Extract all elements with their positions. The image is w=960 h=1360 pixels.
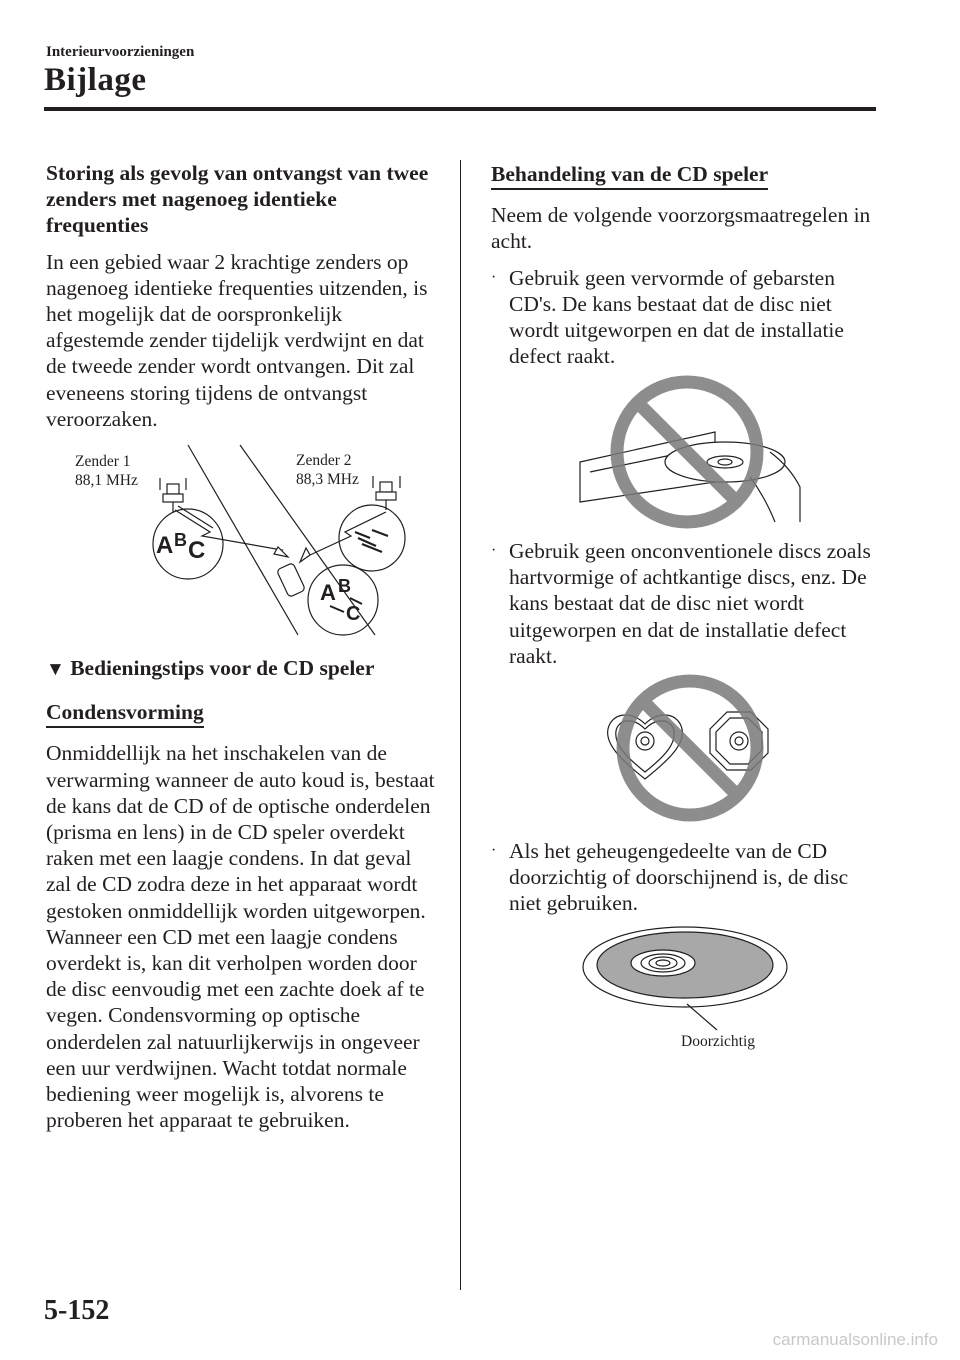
svg-text:B: B	[174, 530, 187, 550]
handling-heading: Behandeling van de CD speler	[491, 161, 768, 190]
svg-text:B: B	[338, 576, 351, 596]
zender1-freq: 88,1 MHz	[75, 472, 138, 489]
section-label: Interieurvoorzieningen	[46, 44, 195, 60]
car-icon	[277, 563, 306, 598]
bullet-text-1: Gebruik geen vervormde of gebarsten CD's. De kans bestaat dat de disc niet wordt uitgeworpen en dat de installatie defect raakt.	[509, 265, 844, 369]
bullet-item-2	[491, 538, 871, 669]
watermark: carmanualsonline.info	[772, 1330, 938, 1349]
right-column-3	[491, 838, 871, 917]
bullet-item-1	[491, 265, 871, 370]
svg-text:A: A	[320, 580, 336, 605]
transparent-label: Doorzichtig	[681, 1033, 756, 1050]
handling-intro: Neem de volgende voorzorgsmaatregelen in acht.	[491, 203, 871, 254]
figure-deformed-cd	[575, 372, 805, 532]
zender2-freq: 88,3 MHz	[296, 471, 359, 488]
condensation-paragraph: Onmiddellijk na het inschakelen van de verwarming wanneer de auto koud is, bestaat de kans dat de CD of de optische onderdelen (prisma en lens) in de CD speler overdekt raken met een laagje condens. In dat geval zal de CD zodra deze in het apparaat wordt gestoken onmiddellijk worden uitgeworpen. Wanneer een CD met een laagje condens overdekt is, kan dit verholpen worden door de disc eenvoudig met een zachte doek af te vegen. Condensvorming op optische onderdelen zal natuurlijkerwijs in ongeveer een uur verdwijnen. Wacht totdat normale bediening weer mogelijk is, alvorens te proberen het apparaat te gebruiken.	[46, 741, 435, 1133]
tips-heading-text: Bedieningstips voor de CD speler	[70, 656, 375, 680]
column-divider	[460, 160, 461, 1290]
transmitter-diagram	[60, 440, 440, 640]
page-number: 5-152	[44, 1295, 110, 1326]
svg-text:C: C	[346, 603, 361, 625]
page-title: Bijlage	[44, 62, 147, 98]
cd-tips-section	[46, 655, 441, 1133]
down-triangle-icon: ▼	[46, 659, 65, 680]
figure-two-transmitters	[60, 440, 440, 640]
abc-bubble-noise	[339, 505, 405, 571]
zender1-name: Zender 1	[75, 453, 131, 470]
bullet-text-3: Als het geheugengedeelte van de CD doorzichtig of doorschijnend is, de disc niet gebruiken.	[509, 839, 849, 916]
tips-heading	[46, 655, 441, 683]
header-divider	[44, 107, 876, 111]
bullet-dot: ·	[491, 268, 497, 286]
right-column	[491, 161, 871, 369]
figure-transparent-disc	[575, 922, 795, 1062]
bullet-dot: ·	[491, 842, 497, 859]
interference-heading: Storing als gevolg van ontvangst van twee zenders met nagenoeg identieke frequenties	[46, 161, 429, 238]
deformed-cd-illustration	[575, 372, 805, 532]
bullet-dot: ·	[491, 542, 497, 559]
figure-shaped-discs	[600, 674, 780, 822]
interference-paragraph: In een gebied waar 2 krachtige zenders op nagenoeg identieke frequenties uitzenden, is het mogelijk dat de oorspronkelijk afgestemde zender tijdelijk verdwijnt en dat de tweede zender wordt ontvangen. Dit zal eveneens storing tijdens de ontvangst veroorzaken.	[46, 249, 428, 431]
shaped-discs-illustration	[600, 674, 780, 822]
svg-text:A: A	[156, 532, 174, 559]
condensation-heading: Condensvorming	[46, 699, 204, 728]
bullet-text-2: Gebruik geen onconventionele discs zoals hartvormige of achtkantige discs, enz. De kans bestaat dat de disc niet wordt uitgeworpen en dat de installatie defect raakt.	[509, 539, 871, 668]
bullet-item-3	[491, 838, 871, 917]
right-column-2	[491, 538, 871, 669]
svg-text:C: C	[188, 537, 206, 564]
left-column	[46, 160, 441, 432]
label-leader-line	[687, 1004, 717, 1030]
antenna-1-icon	[160, 478, 186, 512]
zender2-name: Zender 2	[296, 452, 352, 469]
